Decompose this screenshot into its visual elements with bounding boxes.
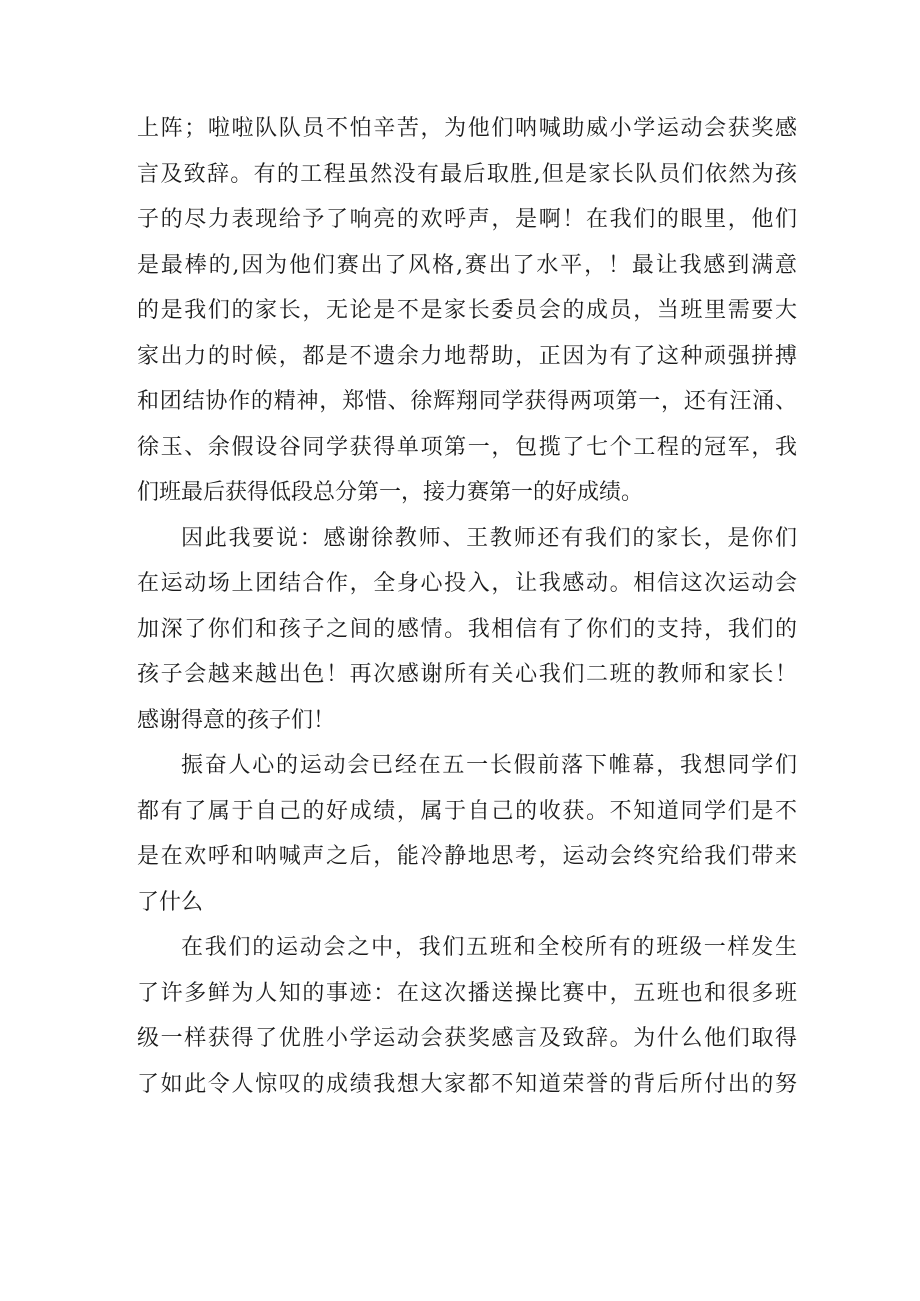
text-line: 在运动场上团结合作，全身心投入，让我感动。相信这次运动会 xyxy=(137,571,797,596)
text-line: 了如此令人惊叹的成绩我想大家都不知道荣誉的背后所付出的努 xyxy=(137,1071,797,1097)
text-line: 是最棒的,因为他们赛出了风格,赛出了水平，！最让我感到满意 xyxy=(137,252,797,278)
text-line: 上阵；啦啦队队员不怕辛苦，为他们呐喊助威小学运动会获奖感 xyxy=(137,116,797,141)
text-line: 感谢得意的孩子们！ xyxy=(137,707,336,733)
text-line: 级一样获得了优胜小学运动会获奖感言及致辞。为什么他们取得 xyxy=(137,1026,797,1051)
text-line: 子的尽力表现给予了响亮的欢呼声，是啊！在我们的眼里，他们 xyxy=(137,207,797,232)
text-line: 孩子会越来越出色！再次感谢所有关心我们二班的教师和家长！ xyxy=(137,662,797,687)
text-line: 因此我要说：感谢徐教师、王教师还有我们的家长，是你们 xyxy=(181,525,797,551)
text-line: 家出力的时候，都是不遗余力地帮助，正因为有了这种顽强拼搏 xyxy=(137,343,797,369)
text-line: 了许多鲜为人知的事迹：在这次播送操比赛中，五班也和很多班 xyxy=(137,980,797,1006)
text-line: 都有了属于自己的好成绩，属于自己的收获。不知道同学们是不 xyxy=(137,798,797,824)
document-body xyxy=(137,106,797,1107)
text-line: 振奋人心的运动会已经在五一长假前落下帷幕，我想同学们 xyxy=(181,753,797,778)
paragraph-4 xyxy=(137,925,797,1107)
text-line: 和团结协作的精神，郑惜、徐辉翔同学获得两项第一，还有汪涌、 xyxy=(137,389,797,414)
text-line: 的是我们的家长，无论是不是家长委员会的成员，当班里需要大 xyxy=(137,298,797,323)
text-line: 徐玉、余假设谷同学获得单项第一，包揽了七个工程的冠军，我 xyxy=(137,434,797,460)
paragraph-1 xyxy=(137,106,797,516)
paragraph-2 xyxy=(137,516,797,744)
text-line: 们班最后获得低段总分第一，接力赛第一的好成绩。 xyxy=(137,480,644,505)
text-line: 是在欢呼和呐喊声之后，能冷静地思考，运动会终究给我们带来 xyxy=(137,844,797,869)
text-line: 言及致辞。有的工程虽然没有最后取胜,但是家长队员们依然为孩 xyxy=(137,161,797,187)
text-line: 在我们的运动会之中，我们五班和全校所有的班级一样发生 xyxy=(181,935,797,960)
text-line: 了什么 xyxy=(137,889,204,915)
text-line: 加深了你们和孩子之间的感情。我相信有了你们的支持，我们的 xyxy=(137,616,797,642)
paragraph-3 xyxy=(137,743,797,925)
